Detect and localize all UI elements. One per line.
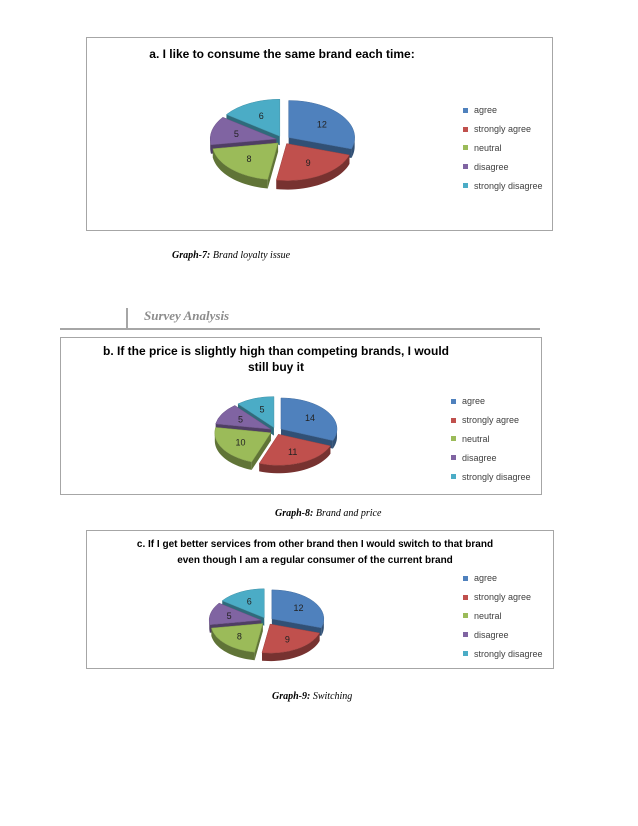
legend-swatch bbox=[451, 399, 456, 404]
pie-data-label: 5 bbox=[237, 414, 244, 425]
legend-label: disagree bbox=[474, 161, 509, 172]
legend-label: neutral bbox=[462, 433, 490, 444]
pie-data-label: 8 bbox=[246, 153, 252, 164]
graph-8-text: Brand and price bbox=[315, 508, 382, 519]
legend-swatch bbox=[463, 651, 468, 656]
legend-item bbox=[463, 176, 543, 195]
legend-swatch bbox=[463, 127, 468, 132]
chart-a bbox=[86, 37, 553, 231]
pie-slice-neutral bbox=[213, 143, 278, 189]
graph-7-caption bbox=[172, 250, 290, 261]
pie-data-label: 8 bbox=[236, 631, 242, 642]
legend-label: neutral bbox=[474, 610, 502, 621]
legend-item bbox=[463, 607, 543, 626]
pie-slices bbox=[210, 99, 354, 189]
legend-swatch bbox=[463, 576, 468, 581]
legend-swatch bbox=[463, 632, 468, 637]
legend-label: strongly agree bbox=[474, 124, 532, 135]
pie-data-label: 12 bbox=[316, 119, 327, 130]
chart-c bbox=[86, 530, 554, 669]
legend-swatch bbox=[463, 164, 468, 169]
pie-data-label: 10 bbox=[235, 437, 246, 448]
pie-data-label: 9 bbox=[284, 634, 290, 645]
legend-swatch bbox=[451, 436, 456, 441]
legend-item bbox=[451, 430, 531, 449]
graph-7-label: Graph-7: bbox=[172, 250, 211, 261]
section-heading bbox=[60, 308, 540, 330]
pie-data-label: 5 bbox=[233, 128, 239, 139]
legend-item bbox=[451, 411, 531, 430]
legend-label: strongly disagree bbox=[474, 180, 543, 191]
legend-label: strongly disagree bbox=[462, 471, 531, 482]
legend-swatch bbox=[463, 108, 468, 113]
legend-label: disagree bbox=[462, 452, 497, 463]
legend-item bbox=[463, 588, 543, 607]
legend-swatch bbox=[463, 183, 468, 188]
legend-item bbox=[463, 644, 543, 663]
pie-data-label: 12 bbox=[293, 603, 304, 614]
pie-data-label: 14 bbox=[304, 413, 315, 424]
legend-label: strongly disagree bbox=[474, 648, 543, 659]
pie-data-label: 11 bbox=[288, 446, 298, 457]
pie-slices bbox=[215, 397, 337, 474]
chart-a-title: a. I like to consume the same brand each time: bbox=[149, 47, 415, 61]
graph-7-text: Brand loyalty issue bbox=[212, 250, 291, 261]
graph-9-text: Switching bbox=[312, 691, 353, 702]
legend-item bbox=[463, 101, 543, 120]
legend-item bbox=[451, 467, 531, 486]
legend-item bbox=[463, 120, 543, 139]
pie-slices bbox=[209, 589, 324, 661]
chart-b-title: b. If the price is slightly high than competing brands, I would still buy it bbox=[102, 344, 450, 374]
section-rule-vertical bbox=[126, 308, 128, 330]
legend-label: agree bbox=[474, 573, 498, 584]
pie-data-label: 9 bbox=[305, 157, 311, 168]
chart-b-legend bbox=[451, 392, 531, 486]
legend-swatch bbox=[451, 455, 456, 460]
graph-9-caption bbox=[272, 691, 352, 702]
chart-a-legend bbox=[463, 101, 543, 195]
legend-label: neutral bbox=[474, 142, 502, 153]
legend-item bbox=[451, 392, 531, 411]
legend-swatch bbox=[463, 595, 468, 600]
legend-label: disagree bbox=[474, 629, 509, 640]
legend-swatch bbox=[463, 145, 468, 150]
legend-label: agree bbox=[462, 396, 486, 407]
pie-data-label: 6 bbox=[246, 596, 252, 607]
chart-c-legend bbox=[463, 569, 543, 663]
legend-item bbox=[463, 625, 543, 644]
graph-8-caption bbox=[275, 508, 381, 519]
legend-swatch bbox=[463, 613, 468, 618]
pie-data-label: 5 bbox=[259, 404, 265, 415]
chart-b bbox=[60, 337, 542, 495]
pie-data-label: 5 bbox=[226, 610, 232, 621]
pie-slice-top bbox=[213, 143, 278, 180]
legend-swatch bbox=[451, 474, 456, 479]
graph-9-label: Graph-9: bbox=[272, 691, 311, 702]
legend-swatch bbox=[451, 418, 456, 423]
legend-item bbox=[463, 569, 543, 588]
graph-8-label: Graph-8: bbox=[275, 508, 314, 519]
legend-label: strongly agree bbox=[462, 415, 520, 426]
pie-data-label: 6 bbox=[258, 111, 264, 122]
legend-label: strongly agree bbox=[474, 592, 532, 603]
section-rule-horizontal bbox=[60, 328, 540, 330]
legend-item bbox=[463, 139, 543, 158]
legend-label: agree bbox=[474, 105, 498, 116]
legend-item bbox=[451, 448, 531, 467]
legend-item bbox=[463, 157, 543, 176]
chart-c-title: c. If I get better services from other brand then I would switch to that brand even though I am a regular consumer of the current brand bbox=[136, 539, 494, 566]
section-heading-text: Survey Analysis bbox=[144, 308, 230, 323]
pie-slice-neutral bbox=[211, 624, 262, 661]
